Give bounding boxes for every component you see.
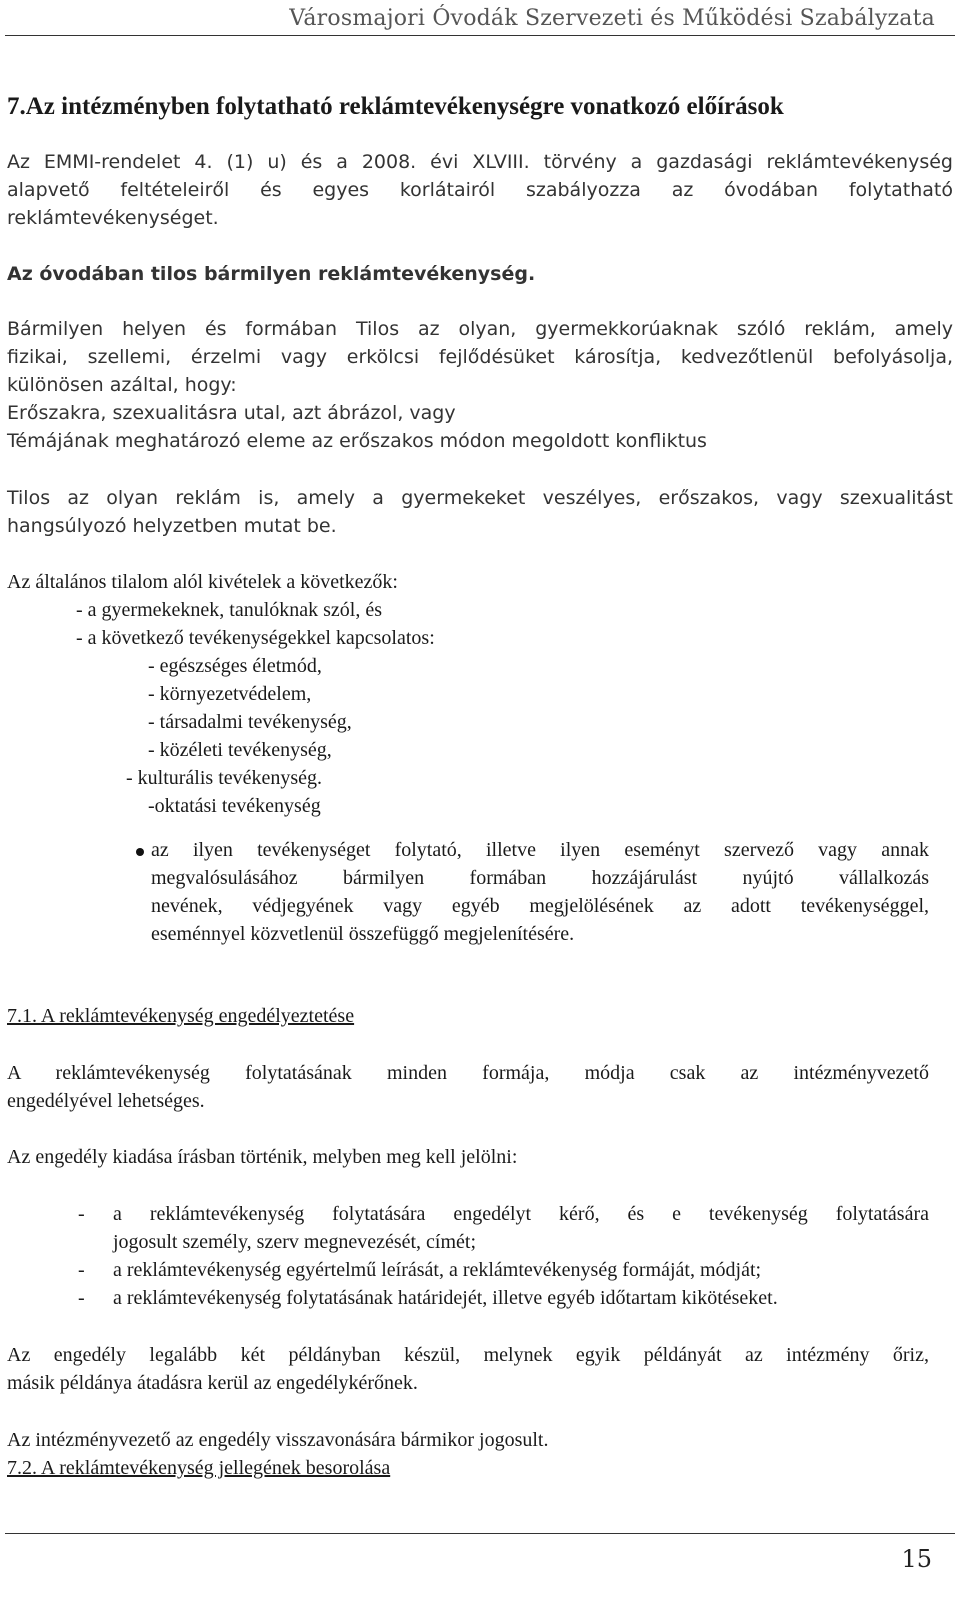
bullet-icon (136, 848, 144, 856)
para1-line-2: fizikai, szellemi, érzelmi vagy erkölcsi fejlődésüket károsítja, kedvezőtlenül befolyásolja, (7, 346, 953, 368)
para1-line-5: Témájának meghatározó eleme az erőszakos módon megoldott konfliktus (7, 430, 707, 452)
header-title: Városmajori Óvodák Szervezeti és Működési Szabályzata (289, 6, 935, 31)
section-7-2-heading: 7.2. A reklámtevékenység jellegének besorolása (7, 1457, 391, 1479)
s71-para3-line-2: másik példánya átadásra kerül az engedélykérőnek. (7, 1372, 418, 1394)
s71-para1-line-2: engedélyével lehetséges. (7, 1090, 205, 1112)
bullet-line-4: eseménnyel közvetlenül összefüggő megjelenítésére. (151, 923, 575, 945)
intro-line-1: Az EMMI-rendelet 4. (1) u) és a 2008. évi XLVIII. törvény a gazdasági reklámtevékenység (7, 151, 953, 173)
section-7-heading: 7.Az intézményben folytatható reklámtevékenységre vonatkozó előírások (7, 93, 784, 120)
s71-list-dash-1: - (78, 1203, 85, 1225)
bullet-line-1: az ilyen tevékenységet folytató, illetve ilyen eseményt szervező vagy annak (151, 839, 929, 861)
para1-line-4: Erőszakra, szexualitásra utal, azt ábrázol, vagy (7, 402, 456, 424)
para2-line-2: hangsúlyozó helyzetben mutat be. (7, 515, 337, 537)
activity-item-culture: - kulturális tevékenység. (126, 767, 323, 789)
bullet-line-3: nevének, védjegyének vagy egyéb megjelölésének az adott tevékenységgel, (151, 895, 929, 917)
exceptions-intro: Az általános tilalom alól kivételek a következők: (7, 571, 398, 593)
page-header (0, 0, 960, 40)
s71-para1-line-1: A reklámtevékenység folytatásának minden formája, módja csak az intézményvezető (7, 1062, 929, 1084)
intro-line-2: alapvető feltételeiről és egyes korlátairól szabályozza az óvodában folytatható (7, 179, 953, 201)
s71-list-dash-2: - (78, 1259, 85, 1281)
activity-item-education: -oktatási tevékenység (148, 795, 321, 817)
s71-list-item-1-line-2: jogosult személy, szerv megnevezését, címét; (113, 1231, 477, 1253)
header-divider (5, 35, 955, 36)
activity-item-1: - egészséges életmód, (148, 655, 322, 677)
para1-line-3: különösen azáltal, hogy: (7, 374, 237, 396)
para1-line-1: Bármilyen helyen és formában Tilos az olyan, gyermekkorúaknak szóló reklám, amely (7, 318, 953, 340)
s71-para3-line-1: Az engedély legalább két példányban készül, melynek egyik példányát az intézmény őriz, (7, 1344, 929, 1366)
intro-line-3: reklámtevékenységet. (7, 207, 219, 229)
footer-divider (5, 1533, 955, 1534)
exception-item-2: - a következő tevékenységekkel kapcsolatos: (76, 627, 435, 649)
prohibition-statement: Az óvodában tilos bármilyen reklámtevékenység. (7, 263, 536, 285)
activity-item-3: - társadalmi tevékenység, (148, 711, 352, 733)
bullet-line-2: megvalósulásához bármilyen formában hozzájárulást nyújtó vállalkozás (151, 867, 929, 889)
s71-list-dash-3: - (78, 1287, 85, 1309)
page-number: 15 (901, 1545, 932, 1573)
para2-line-1: Tilos az olyan reklám is, amely a gyermekeket veszélyes, erőszakos, vagy szexualitást (7, 487, 953, 509)
activity-item-2: - környezetvédelem, (148, 683, 312, 705)
s71-para2: Az engedély kiadása írásban történik, melyben meg kell jelölni: (7, 1146, 518, 1168)
exception-item-1: - a gyermekeknek, tanulóknak szól, és (76, 599, 383, 621)
s71-list-item-2: a reklámtevékenység egyértelmű leírását, a reklámtevékenység formáját, módját; (113, 1259, 762, 1281)
s71-list-item-3: a reklámtevékenység folytatásának határidejét, illetve egyéb időtartam kikötéseket. (113, 1287, 778, 1309)
activity-item-4: - közéleti tevékenység, (148, 739, 332, 761)
s71-para4: Az intézményvezető az engedély visszavonására bármikor jogosult. (7, 1429, 549, 1451)
s71-list-item-1-line-1: a reklámtevékenység folytatására engedélyt kérő, és e tevékenység folytatására (113, 1203, 929, 1225)
section-7-1-heading: 7.1. A reklámtevékenység engedélyeztetése (7, 1005, 355, 1027)
